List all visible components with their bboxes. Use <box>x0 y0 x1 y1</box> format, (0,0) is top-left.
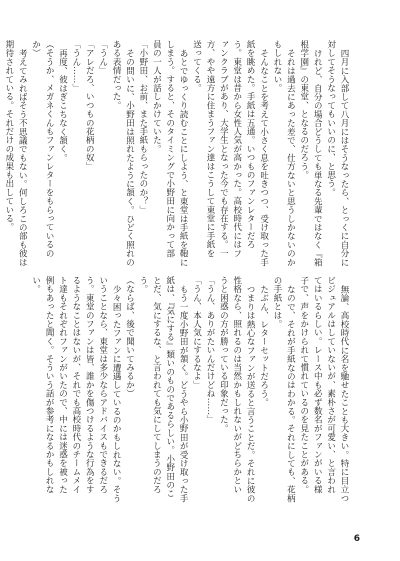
paragraph: 「うん、ありがたいんだけどね……」 <box>204 276 215 424</box>
paragraph: 無論、高校時代に名を馳せたことも大きい。特に目立つビジュアルはしていないが、素朴さが可愛い、と言われてはいるらしい。レース中も必ず数名がファンがいる様子で、声をかけられて慣れているのを見たことがある。 <box>298 276 349 502</box>
paragraph: その問いに、小野田は照れたように頷く。ひどく照れのある表情だった。 <box>111 40 135 266</box>
paragraph: そんなことを考えて小さく息を吐きつつ、受け取った手紙を眺めた。手紙は五通。いつものファンレターだろう。東堂は昔から女性人気が高かった。高校時代にはファンクラブがあり、大学生となった今でも存在する。一方、やや遠方に住まうファン達はこうして東堂に手紙を送ってくる。 <box>191 40 269 266</box>
paragraph: けれど、自分の場合どうしても単なる先輩ではなく『箱根学園』の東堂、となるのだろう。 <box>298 40 323 266</box>
lower-text-block <box>30 276 350 502</box>
paragraph: たぶん、レターセットだろう。 <box>258 284 269 407</box>
upper-text-block <box>3 40 350 266</box>
paragraph: もう一度小野田が頷く。どうやら小野田が受け取った手紙は、『気にする』類いのものであるらしい。小野田のことだ、気にするな、と言われても気にしてしまうのだろう。 <box>137 276 189 502</box>
paragraph: あとでゆっくり読むことにしよう、と東堂は手紙を鞄にしまう。すると、そのタイミングで小野田に向かって部員の一人が話しかけていた。 <box>151 40 189 266</box>
paragraph: 「アレだろ、いつもの花柄の奴」 <box>84 40 95 171</box>
paragraph: つまりは熱心なファンが送ると言うことだ。それに彼の性格なら、照れるのは当然かもしれないがどちらかというと困惑の方が勝っている印象だった。 <box>218 276 256 502</box>
paragraph: （ならば、後で聞いてみるか） <box>124 276 135 398</box>
paragraph: 再度、彼はぎこちなく頷く。 <box>57 48 68 162</box>
paragraph: 「小野田、お前、また手紙もらったのか？」 <box>137 40 148 214</box>
paragraph: 考えてみればそう不思議でもない。何しろこの部も彼は期待されている。それだけの成果も出している。 <box>3 40 28 266</box>
paragraph: それは過去にあった差で、仕方ないと思うしかないのかもしれない。 <box>271 40 296 266</box>
paragraph: なので、それが手紙なのはわかる。それにしても、花柄の手紙とは。 <box>271 276 296 502</box>
paragraph: 「うん……」 <box>70 40 81 93</box>
paragraph: 「うん」 <box>97 40 108 75</box>
paragraph: 「うん、本人気にするなよ」 <box>191 276 202 390</box>
page-number: 6 <box>353 534 360 544</box>
paragraph: 四月に入部して八月にはそうなったら、とっくに自分に対してそうなってもいいのに、と思う。 <box>325 40 349 266</box>
paragraph: （そうか、メガネくんもファンレターをもらっているのか） <box>30 40 55 258</box>
paragraph: 少々困ったファンに遭遇しているのかもしれない。そういうことなら、東堂は多少ならアドバイスもできるだろう。東堂のファンは皆、誰かを傷つけるような行為をするようなことはないが、それでも高校時代のチームメイト達もそれぞれファンがいたので、中には迷惑を被った例もあったと聞く。そういう話が参考になるかもしれない。 <box>30 276 122 502</box>
